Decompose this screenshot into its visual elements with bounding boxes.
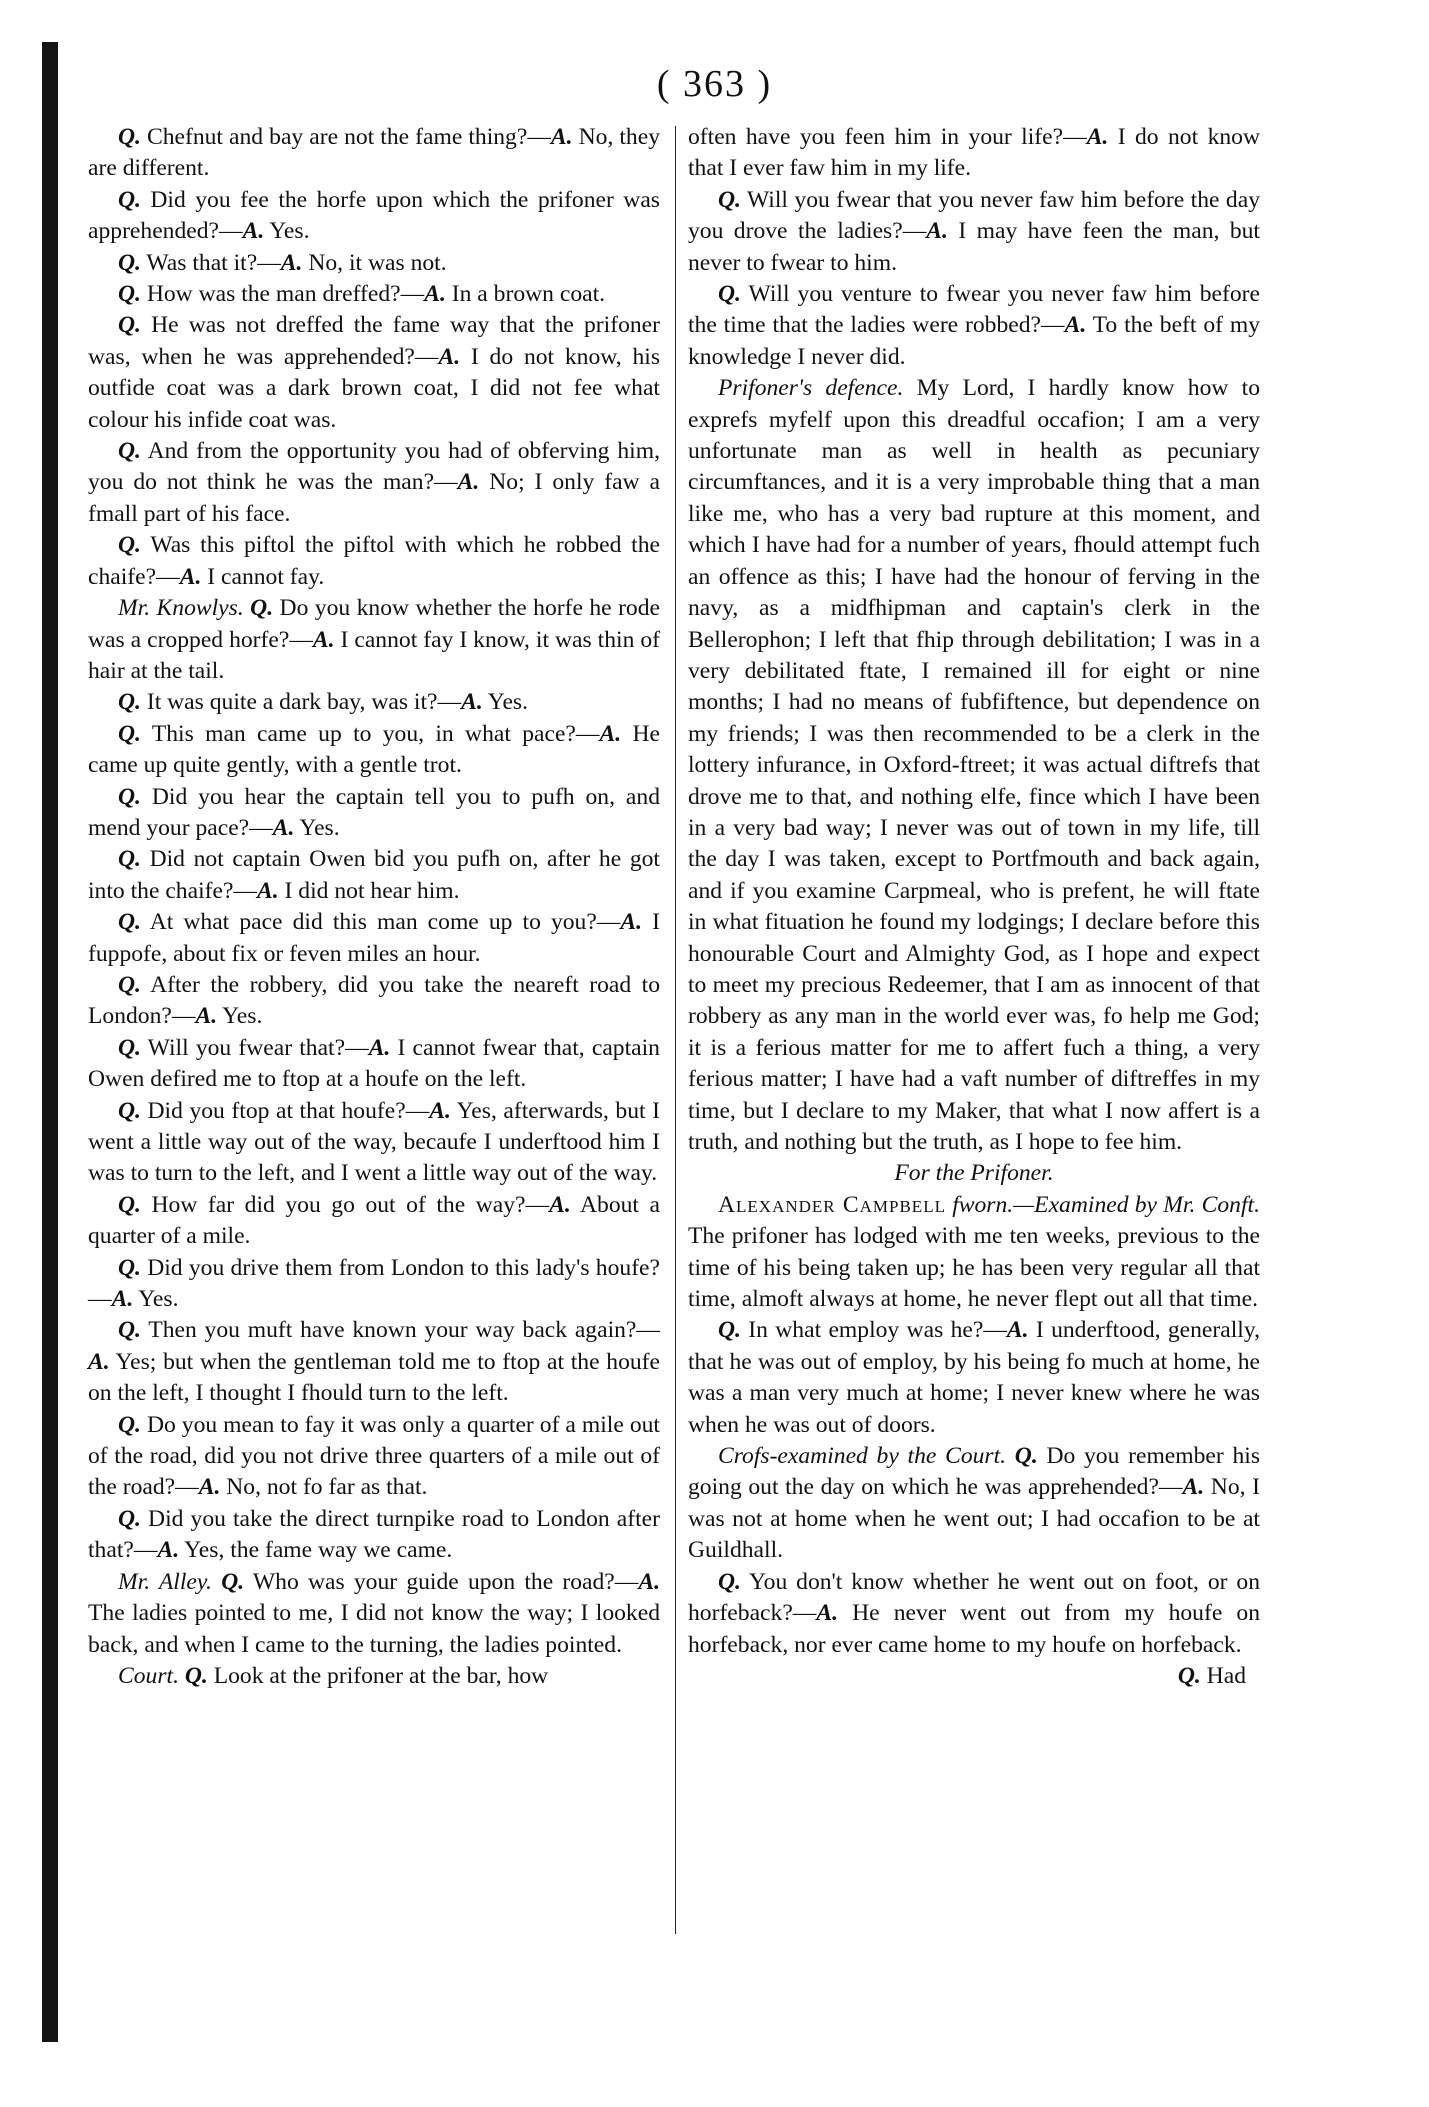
answer-text: I cannot fwear that, captain Owen defired me to ftop at a houfe on the left. (88, 1034, 660, 1093)
question-text: Look at the prifoner at the bar, how (207, 1662, 549, 1689)
paragraph (688, 1661, 1260, 1692)
answer-text: He never went out from my houfe on horfeback, nor ever came home to my houfe on horfeback. (688, 1600, 1260, 1658)
paragraph (88, 1033, 660, 1096)
question-text: Do you remember his going out the day on which he was apprehended?— (688, 1443, 1261, 1501)
paragraph (88, 970, 660, 1033)
paragraph (688, 1315, 1260, 1441)
answer-marker: A. (638, 1568, 660, 1595)
question-text: He was not dreffed the fame way that the prifoner was, when he was apprehended?— (88, 312, 660, 370)
answer-text: No, they are different. (88, 124, 661, 182)
question-marker: Q. (718, 186, 741, 213)
answer-text: I fuppofe, about fix or feven miles an hour. (88, 909, 660, 967)
question-text: It was quite a dark bay, was it?— (140, 689, 462, 716)
answer-text: Yes. (294, 814, 340, 841)
answer-marker: A. (312, 626, 335, 653)
answer-marker: A. (438, 343, 461, 370)
paragraph (688, 1567, 1260, 1661)
question-marker: Q. (118, 846, 141, 873)
paragraph (88, 1661, 660, 1692)
answer-text: Yes; but when the gentleman told me to ftop at the houfe on the left, I thought I fhould turn to the left. (88, 1348, 660, 1407)
question-text: Do you know whether the horfe he rode was a cropped horfe?— (88, 595, 660, 653)
question-marker: Q. (118, 186, 141, 213)
answer-marker: A. (179, 563, 202, 590)
paragraph (688, 373, 1260, 1158)
paragraph (688, 279, 1260, 373)
question-text: Did you take the direct turnpike road to London after that?— (88, 1505, 660, 1564)
question-marker: Q. (118, 124, 141, 150)
answer-marker: A. (272, 814, 295, 841)
answer-marker: A. (457, 469, 480, 496)
answer-marker: A. (257, 877, 279, 904)
answer-text: The ladies pointed to me, I did not know the way; I looked back, and when I came to the turning, the ladies pointed. (88, 1600, 660, 1658)
question-marker: Q. (1014, 1443, 1038, 1470)
paragraph (88, 782, 660, 845)
paragraph (88, 1315, 660, 1409)
paragraph (88, 185, 660, 248)
question-marker: Q. (118, 971, 141, 998)
answer-text: About a quarter of a mile. (88, 1191, 661, 1250)
answer-marker: A. (195, 1003, 218, 1030)
paragraph (88, 844, 660, 907)
paragraph (88, 248, 660, 279)
speaker-label: Crofs-examined by the Court. (718, 1443, 1007, 1470)
paragraph (688, 185, 1260, 279)
question-text: At what pace did this man come up to you?— (140, 909, 621, 936)
question-text: For the Prifoner. (894, 1160, 1054, 1187)
answer-marker: A. (242, 218, 265, 245)
paragraph (88, 1567, 660, 1661)
answer-marker: A. (429, 1097, 451, 1124)
answer-text: Yes. (133, 1286, 179, 1313)
answer-text: No, I was not at home when he went out; I had occafion to be at Guildhall. (688, 1474, 1260, 1564)
paragraph (88, 1410, 660, 1504)
question-marker: Q. (118, 249, 141, 276)
answer-marker: A. (549, 1191, 571, 1218)
question-text: Then you muft have known your way back again?— (140, 1317, 660, 1344)
question-text: Will you fwear that?— (140, 1034, 369, 1061)
question-text: After the robbery, did you take the neareft road to London?— (88, 971, 660, 1030)
question-text: In what employ was he?— (740, 1317, 1007, 1344)
question-marker: Q. (250, 595, 274, 622)
question-marker: Q. (221, 1568, 245, 1595)
question-marker: Q. (718, 1317, 741, 1344)
answer-text: Yes. (217, 1003, 263, 1030)
answer-text: I do not know, his outfide coat was a dark brown coat, I did not fee what colour his infide coat was. (88, 343, 661, 433)
answer-marker: A. (599, 720, 622, 747)
question-marker: Q. (184, 1662, 208, 1689)
paragraph (88, 719, 660, 782)
page-edge-shadow (42, 42, 58, 2042)
question-marker: Q. (118, 720, 141, 747)
question-text: How was the man dreffed?— (140, 281, 425, 308)
question-marker: Q. (1177, 1662, 1201, 1689)
question-marker: Q. (118, 312, 141, 339)
question-marker: Q. (118, 532, 141, 559)
question-text: Had (1200, 1662, 1246, 1689)
paragraph (88, 530, 660, 593)
paragraph (88, 279, 660, 310)
paragraph (88, 122, 660, 185)
paragraph (688, 1190, 1260, 1316)
question-text: Did you fee the horfe upon which the prifoner was apprehended?— (88, 186, 660, 245)
question-marker: Q. (718, 281, 741, 308)
answer-text: To the beft of my knowledge I never did. (688, 312, 1260, 370)
question-text: Was that it?— (140, 249, 281, 276)
question-text: This man came up to you, in what pace?— (140, 720, 600, 747)
answer-marker: A. (424, 281, 446, 308)
question-text: Will you fwear that you never faw him before the day you drove the ladies?— (688, 186, 1260, 245)
paragraph (88, 593, 660, 687)
answer-marker: A. (816, 1600, 839, 1627)
answer-text: No, not fo far as that. (220, 1474, 428, 1501)
paragraph (688, 1441, 1260, 1567)
question-marker: Q. (118, 1097, 141, 1124)
answer-marker: A. (1182, 1474, 1205, 1501)
question-text: Chefnut and bay are not the fame thing?— (140, 124, 551, 150)
answer-text: I did not hear him. (278, 877, 460, 904)
question-text: The prifoner has lodged with me ten weeks, previous to the time of his being taken up; he has been very regular all that time, almoft always at home, he never flept out all that time. (688, 1223, 1260, 1313)
paragraph (88, 1253, 660, 1316)
answer-text: I cannot fay I know, it was thin of hair at the tail. (88, 626, 660, 684)
question-marker: Q. (718, 1568, 741, 1595)
answer-marker: A. (461, 689, 483, 716)
answer-marker: A. (88, 1348, 110, 1375)
question-marker: Q. (118, 1254, 141, 1281)
paragraph (88, 907, 660, 970)
question-text: Did not captain Owen bid you pufh on, after he got into the chaife?— (88, 846, 660, 904)
speaker-label: Mr. Alley. (118, 1568, 212, 1595)
question-marker: Q. (118, 438, 141, 465)
answer-marker: A. (550, 124, 573, 150)
answer-marker: A. (926, 218, 948, 245)
question-text: Will you venture to fwear you never faw him before the time that the ladies were robbed?— (688, 281, 1260, 339)
answer-text: I do not know that I ever faw him in my life. (688, 124, 1260, 182)
speaker-label: Court. (118, 1662, 179, 1689)
question-text: Who was your guide upon the road?— (244, 1568, 639, 1595)
answer-marker: A. (1064, 312, 1087, 339)
question-marker: Q. (118, 689, 141, 716)
question-marker: Q. (118, 1034, 141, 1061)
question-text: Did you ftop at that houfe?— (140, 1097, 430, 1124)
question-marker: Q. (118, 281, 141, 308)
question-text: My Lord, I hardly know how to exprefs myfelf upon this dreadful occafion; I am a very unfortunate man as well in health as pecuniary circumftances, and it is a very improbable thing that a man like me, who has a very bad rupture at this moment, and which I have had for a number of years, fhould attempt fuch an offence as this; I have had the honour of ferving in the navy, as a midfhipman and captain's clerk in the Bellerophon; I left that fhip through debilitation; I was in a very debilitated ftate, I remained ill for eight or nine months; I had no means of fubfiftence, but dependence on my friends; I was then recommended to be a clerk in the lottery infurance, in Oxford-ftreet; it was actual diftrefs that drove me to that, and nothing elfe, fince which I have been in a very bad way; I never was out of town in my life, till the day I was taken, except to Portfmouth and back again, and if you examine Carpmeal, who is prefent, he will ftate in what fituation he found my lodgings; I declare before this honourable Court and Almighty God, as I hope and expect to meet my precious Redeemer, that I am as innocent of that robbery as any man in the world ever was, fo help me God; it is a ferious matter for me to affert fuch a thing, a very ferious matter; I have had a vaft number of diftreffes in my time, but I declare to my Maker, that what I now affert is a truth, and nothing but the truth, as I hope to fee him. (688, 375, 1260, 1155)
question-text: How far did you go out of the way?— (140, 1191, 550, 1218)
left-column (88, 122, 660, 1692)
answer-marker: A. (198, 1474, 221, 1501)
answer-marker: A. (368, 1034, 391, 1061)
right-column (688, 122, 1260, 1692)
question-text: Was this piftol the piftol with which he robbed the chaife?— (88, 532, 660, 590)
answer-text: He came up quite gently, with a gentle trot. (88, 720, 660, 779)
speaker-label: Mr. Knowlys. (118, 595, 244, 622)
question-text: Do you mean to fay it was only a quarter of a mile out of the road, did you not drive three quarters of a mile out of the road?— (88, 1411, 660, 1501)
question-marker: Q. (118, 1505, 141, 1532)
answer-text: In a brown coat. (445, 281, 606, 308)
question-text: And from the opportunity you had of obferving him, you do not think he was the man?— (88, 438, 660, 496)
question-text: You don't know whether he went out on foot, or on horfeback?— (688, 1568, 1260, 1627)
answer-text: No; I only faw a fmall part of his face. (88, 469, 660, 527)
question-text: often have you feen him in your life?— (688, 124, 1087, 150)
speaker-label: Prifoner's defence. (718, 375, 904, 402)
paragraph (88, 1190, 660, 1253)
witness-name: Alexander Campbell (718, 1191, 946, 1218)
paragraph (88, 310, 660, 436)
question-marker: Q. (118, 1411, 141, 1438)
question-text: Did you hear the captain tell you to pufh on, and mend your pace?— (88, 783, 660, 841)
answer-text: I underftood, generally, that he was out of employ, by his being fo much at home, he was a man very much at home; I never knew where he was when he was out of doors. (688, 1317, 1260, 1438)
answer-marker: A. (280, 249, 303, 276)
answer-text: Yes, afterwards, but I went a little way out of the way, becaufe I underftood him I was to turn to the left, and I went a little way out of the way. (88, 1097, 660, 1187)
answer-marker: A. (620, 909, 643, 936)
answer-text: Yes, the fame way we came. (179, 1537, 453, 1564)
paragraph (688, 122, 1260, 185)
paragraph (88, 436, 660, 530)
answer-text: No, it was not. (302, 249, 447, 276)
paragraph (688, 1158, 1260, 1189)
question-marker: Q. (118, 1317, 141, 1344)
question-marker: Q. (118, 1191, 141, 1218)
answer-marker: A. (157, 1537, 180, 1564)
answer-text: Yes. (482, 689, 529, 716)
question-marker: Q. (118, 783, 141, 810)
paragraph (88, 687, 660, 718)
answer-text: I may have feen the man, but never to fwear to him. (688, 218, 1260, 276)
column-divider (675, 126, 676, 1934)
paragraph (88, 1504, 660, 1567)
answer-marker: A. (111, 1286, 134, 1313)
answer-text: I cannot fay. (201, 563, 325, 590)
witness-note: fworn.—Examined by Mr. Conft. (945, 1191, 1260, 1218)
answer-marker: A. (1086, 124, 1109, 150)
page-number: ( 363 ) (656, 63, 773, 105)
answer-text: Yes. (264, 218, 310, 245)
paragraph (88, 1096, 660, 1190)
question-marker: Q. (118, 909, 141, 936)
answer-marker: A. (1006, 1317, 1029, 1344)
question-text: Did you drive them from London to this lady's houfe?— (88, 1254, 660, 1313)
